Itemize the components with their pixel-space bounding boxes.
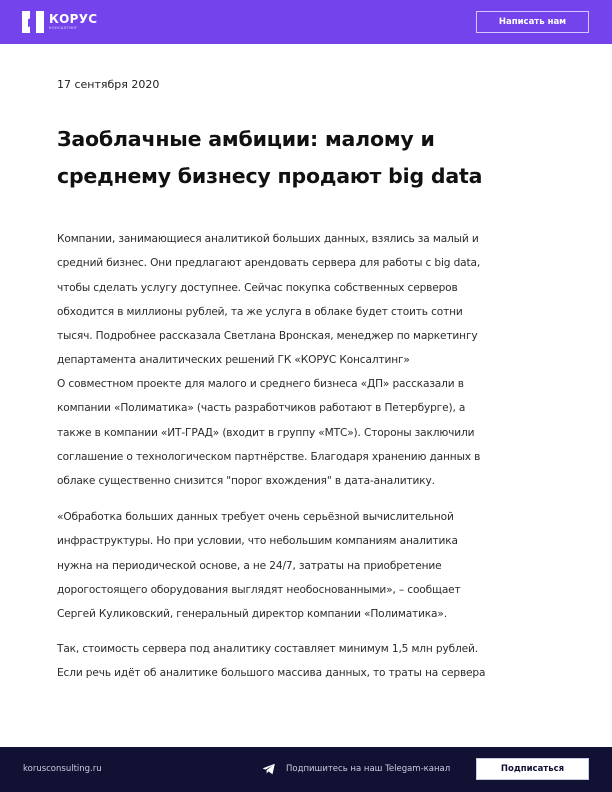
text-line: дорогостоящего оборудования выглядят необоснованными», – сообщает [57,583,461,596]
text-line: Сергей Куликовский, генеральный директор компании «Полиматика». [57,608,447,621]
telegram-icon[interactable] [262,763,276,775]
text-line: «Обработка больших данных требует очень серьёзной вычислительной [57,511,454,523]
text-line: компании «Полиматика» (часть разработчиков работают в Петербурге), а [57,402,466,415]
logo-subtitle: КОНСАЛТИНГ [49,26,78,30]
text-line: обходится в миллионы рублей, та же услуга в облаке будет стоить сотни [57,305,463,318]
logo-name: КОРУС [49,12,98,26]
article-title [57,121,557,195]
article-date: 17 сентября 2020 [57,78,160,91]
title-line: среднему бизнесу продают big data [57,164,483,188]
text-line: Компании, занимающиеся аналитикой больших данных, взялись за малый и [57,233,479,245]
logo[interactable] [22,11,97,33]
paragraph-quote [57,505,557,626]
text-line: О совместном проекте для малого и среднего бизнеса «ДП» рассказали в [57,378,464,390]
telegram-subscribe-text[interactable]: Подпишитесь на наш Telegam-канал [286,764,451,774]
subscribe-button[interactable]: Подписаться [476,758,589,780]
paragraph-project [57,372,557,493]
text-line: департамента аналитических решений ГК «КОРУС Консалтинг» [57,354,410,367]
site-link[interactable]: korusconsulting.ru [23,764,102,774]
footer-bar [0,747,612,792]
paragraph-intro [57,227,557,373]
text-line: Так, стоимость сервера под аналитику составляет минимум 1,5 млн рублей. [57,643,478,655]
paragraph-cost [57,637,557,686]
text-line: нужна на периодической основе, а не 24/7, затраты на приобретение [57,559,442,572]
text-line: также в компании «ИТ-ГРАД» (входит в группу «МТС»). Стороны заключили [57,426,475,439]
text-line: средний бизнес. Они предлагают арендовать сервера для работы с big data, [57,257,481,270]
header-bar [0,0,612,44]
text-line: тысяч. Подробнее рассказала Светлана Вронская, менеджер по маркетингу [57,330,478,343]
text-line: инфраструктуры. Но при условии, что небольшим компаниям аналитика [57,535,458,548]
title-line: Заоблачные амбиции: малому и [57,127,435,151]
write-us-button[interactable]: Написать нам [476,11,589,33]
text-line: соглашение о технологическом партнёрстве. Благодаря хранению данных в [57,450,481,463]
text-line: Если речь идёт об аналитике большого массива данных, то траты на сервера [57,667,486,680]
text-line: чтобы сделать услугу доступнее. Сейчас покупка собственных серверов [57,281,458,294]
text-line: облаке существенно снизится "порог вхождения" в дата-аналитику. [57,475,435,488]
korus-logo-icon [22,11,44,33]
